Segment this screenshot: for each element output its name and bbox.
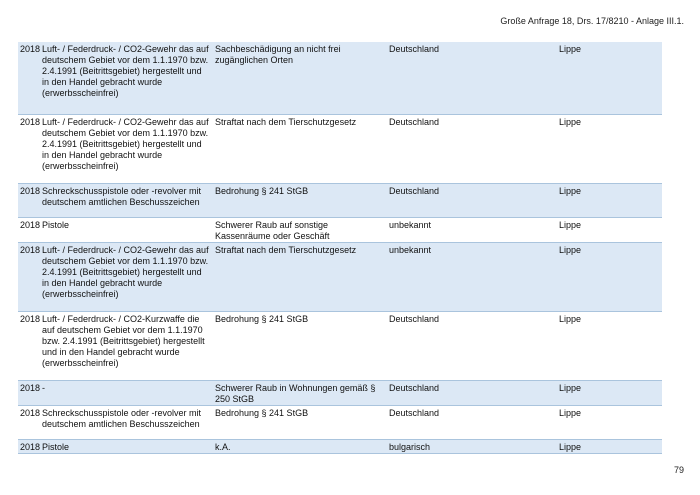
weapon-cell: Luft- / Federdruck- / CO2-Gewehr das auf deutschem Gebiet vor dem 1.1.1970 bzw. 2.4.1991 (Beitrittsgebiet) hergestellt und in den Handel gebracht wurde (erwerbsscheinfrei) <box>40 114 213 183</box>
nationality-cell: Deutschland <box>387 405 557 439</box>
region-cell: Lippe <box>557 311 662 380</box>
crime-cell: Straftat nach dem Tierschutzgesetz <box>213 242 387 311</box>
year-cell: 2018 <box>18 114 40 183</box>
weapon-cell: Luft- / Federdruck- / CO2-Kurzwaffe die auf deutschem Gebiet vor dem 1.1.1970 bzw. 2.4.1991 (Beitrittsgebiet) hergestellt und in den Handel gebracht wurde (erwerbsscheinfrei) <box>40 311 213 380</box>
page-header: Große Anfrage 18, Drs. 17/8210 - Anlage III.1. <box>500 16 684 26</box>
crime-cell: k.A. <box>213 439 387 453</box>
region-cell: Lippe <box>557 380 662 405</box>
table-row <box>18 183 662 217</box>
region-cell: Lippe <box>557 114 662 183</box>
page-number: 79 <box>673 465 684 475</box>
table-row <box>18 311 662 380</box>
year-cell: 2018 <box>18 217 40 242</box>
table-row <box>18 114 662 183</box>
region-cell: Lippe <box>557 183 662 217</box>
table-row <box>18 380 662 405</box>
region-cell: Lippe <box>557 217 662 242</box>
nationality-cell: Deutschland <box>387 183 557 217</box>
weapon-cell: Pistole <box>40 439 213 453</box>
year-cell: 2018 <box>18 242 40 311</box>
year-cell: 2018 <box>18 183 40 217</box>
crime-cell: Schwerer Raub auf sonstige Kassenräume oder Geschäft <box>213 217 387 242</box>
table-row <box>18 217 662 242</box>
crime-cell: Bedrohung § 241 StGB <box>213 405 387 439</box>
weapon-cell: Luft- / Federdruck- / CO2-Gewehr das auf deutschem Gebiet vor dem 1.1.1970 bzw. 2.4.1991 (Beitrittsgebiet) hergestellt und in den Handel gebracht wurde (erwerbsscheinfrei) <box>40 42 213 114</box>
table-row <box>18 42 662 114</box>
crime-cell: Straftat nach dem Tierschutzgesetz <box>213 114 387 183</box>
weapon-cell: Luft- / Federdruck- / CO2-Gewehr das auf deutschem Gebiet vor dem 1.1.1970 bzw. 2.4.1991 (Beitrittsgebiet) hergestellt und in den Handel gebracht wurde (erwerbsscheinfrei) <box>40 242 213 311</box>
region-cell: Lippe <box>557 439 662 453</box>
table-row <box>18 242 662 311</box>
nationality-cell: Deutschland <box>387 114 557 183</box>
crime-cell: Bedrohung § 241 StGB <box>213 183 387 217</box>
weapon-cell: Pistole <box>40 217 213 242</box>
nationality-cell: unbekannt <box>387 242 557 311</box>
weapon-cell: Schreckschusspistole oder -revolver mit deutschem amtlichen Beschusszeichen <box>40 405 213 439</box>
year-cell: 2018 <box>18 42 40 114</box>
nationality-cell: Deutschland <box>387 380 557 405</box>
nationality-cell: Deutschland <box>387 42 557 114</box>
year-cell: 2018 <box>18 405 40 439</box>
weapon-cell: - <box>40 380 213 405</box>
table-row <box>18 405 662 439</box>
year-cell: 2018 <box>18 439 40 453</box>
region-cell: Lippe <box>557 405 662 439</box>
nationality-cell: bulgarisch <box>387 439 557 453</box>
weapons-table <box>18 42 662 454</box>
nationality-cell: unbekannt <box>387 217 557 242</box>
year-cell: 2018 <box>18 311 40 380</box>
region-cell: Lippe <box>557 42 662 114</box>
year-cell: 2018 <box>18 380 40 405</box>
crime-cell: Schwerer Raub in Wohnungen gemäß § 250 StGB <box>213 380 387 405</box>
region-cell: Lippe <box>557 242 662 311</box>
crime-cell: Sachbeschädigung an nicht frei zugänglichen Orten <box>213 42 387 114</box>
table-row <box>18 439 662 453</box>
nationality-cell: Deutschland <box>387 311 557 380</box>
crime-cell: Bedrohung § 241 StGB <box>213 311 387 380</box>
weapon-cell: Schreckschusspistole oder -revolver mit deutschem amtlichen Beschusszeichen <box>40 183 213 217</box>
